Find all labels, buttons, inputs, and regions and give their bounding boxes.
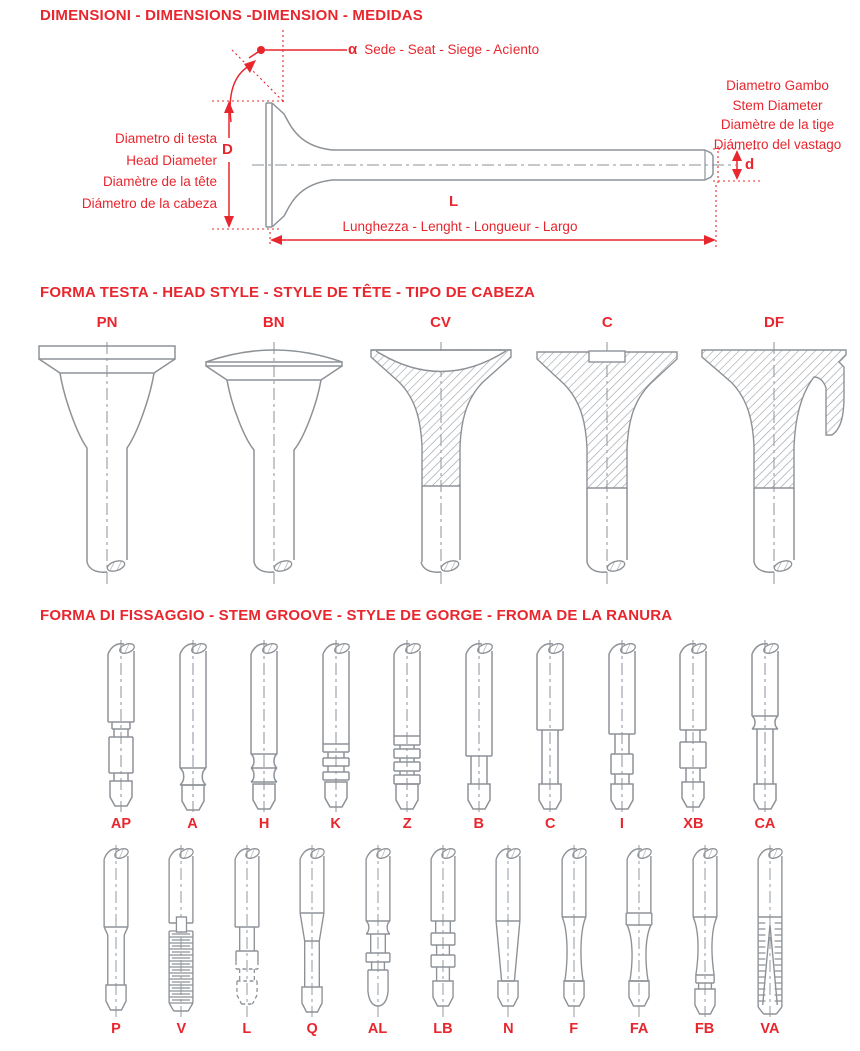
stem-groove-figure-l <box>215 843 279 1019</box>
stem-groove-figure-fa <box>607 843 671 1019</box>
stem-groove-n: N <box>476 843 540 1037</box>
stem-groove-figure-n <box>476 843 540 1019</box>
stem-groove-figure-va <box>738 843 802 1019</box>
head-style-figure-bn <box>194 336 354 588</box>
stem-groove-fa: FA <box>607 843 671 1037</box>
stem-groove-z: Z <box>372 638 442 832</box>
stem-groove-figure-c <box>515 638 585 814</box>
stem-groove-figure-fb <box>673 843 737 1019</box>
head-diameter-label: Diametro di testa Head Diameter Diamètre de la tête Diámetro de la cabeza <box>81 131 217 211</box>
seat-angle-label <box>348 41 539 58</box>
stem-groove-b: B <box>444 638 514 832</box>
head-style-df <box>694 314 854 588</box>
stem-groove-v: V <box>149 843 213 1037</box>
head-style-title: FORMA TESTA - HEAD STYLE - STYLE DE TÊTE - TIPO DE CABEZA <box>40 284 536 301</box>
stem-groove-k: K <box>301 638 371 832</box>
head-style-cv <box>361 314 521 588</box>
head-style-figure-c <box>527 336 687 588</box>
stem-groove-figure-q <box>280 843 344 1019</box>
stem-groove-al: AL <box>346 843 410 1037</box>
length-label: Lunghezza - Lenght - Longueur - Largo <box>342 219 578 234</box>
seat-angle-text: Sede - Seat - Siege - Acìento <box>364 42 540 57</box>
length-symbol: L <box>449 193 459 210</box>
stem-groove-p: P <box>84 843 148 1037</box>
stem-groove-ca: CA <box>730 638 800 832</box>
stem-groove-figure-al <box>346 843 410 1019</box>
stem-groove-figure-v <box>149 843 213 1019</box>
stem-groove-figure-h <box>229 638 299 814</box>
stem-groove-figure-k <box>301 638 371 814</box>
head-style-figure-df <box>694 336 854 588</box>
stem-groove-h: H <box>229 638 299 832</box>
head-style-code: C <box>601 314 613 331</box>
head-style-bn <box>194 314 354 588</box>
head-style-figure-pn <box>27 336 187 588</box>
stem-groove-figure-lb <box>411 843 475 1019</box>
dimensions-title: DIMENSIONI - DIMENSIONS -DIMENSION - MEDIDAS <box>40 7 423 24</box>
stem-groove-row-1 <box>0 638 860 832</box>
stem-groove-title: FORMA DI FISSAGGIO - STEM GROOVE - STYLE DE GORGE - FROMA DE LA RANURA <box>40 607 673 624</box>
stem-groove-figure-f <box>542 843 606 1019</box>
head-style-c <box>527 314 687 588</box>
stem-groove-figure-z <box>372 638 442 814</box>
head-style-pn <box>27 314 187 588</box>
stem-groove-lb: LB <box>411 843 475 1037</box>
stem-groove-figure-xb <box>658 638 728 814</box>
head-style-code: PN <box>96 314 118 331</box>
stem-groove-q: Q <box>280 843 344 1037</box>
head-style-figure-cv <box>361 336 521 588</box>
head-style-code: CV <box>430 314 451 331</box>
stem-groove-figure-ca <box>730 638 800 814</box>
stem-groove-l: L <box>215 843 279 1037</box>
stem-groove-row-2 <box>0 843 860 1037</box>
stem-groove-figure-b <box>444 638 514 814</box>
stem-groove-f: F <box>542 843 606 1037</box>
stem-groove-figure-i <box>587 638 657 814</box>
stem-groove-ap: AP <box>86 638 156 832</box>
head-diameter-symbol: D <box>222 141 233 158</box>
stem-groove-va: VA <box>738 843 802 1037</box>
stem-groove-figure-a <box>158 638 228 814</box>
head-style-code: BN <box>262 314 285 331</box>
head-style-code: DF <box>764 314 784 331</box>
stem-groove-figure-ap <box>86 638 156 814</box>
stem-diameter-symbol: d <box>745 156 755 173</box>
stem-groove-figure-p <box>84 843 148 1019</box>
alpha-symbol: α <box>348 41 358 58</box>
head-style-row <box>0 314 860 588</box>
stem-groove-fb: FB <box>673 843 737 1037</box>
stem-groove-i: I <box>587 638 657 832</box>
stem-groove-xb: XB <box>658 638 728 832</box>
stem-diameter-label: Diametro Gambo Stem Diameter Diamètre de la tige Diámetro del vastago <box>713 78 842 152</box>
stem-groove-a: A <box>158 638 228 832</box>
stem-groove-c: C <box>515 638 585 832</box>
